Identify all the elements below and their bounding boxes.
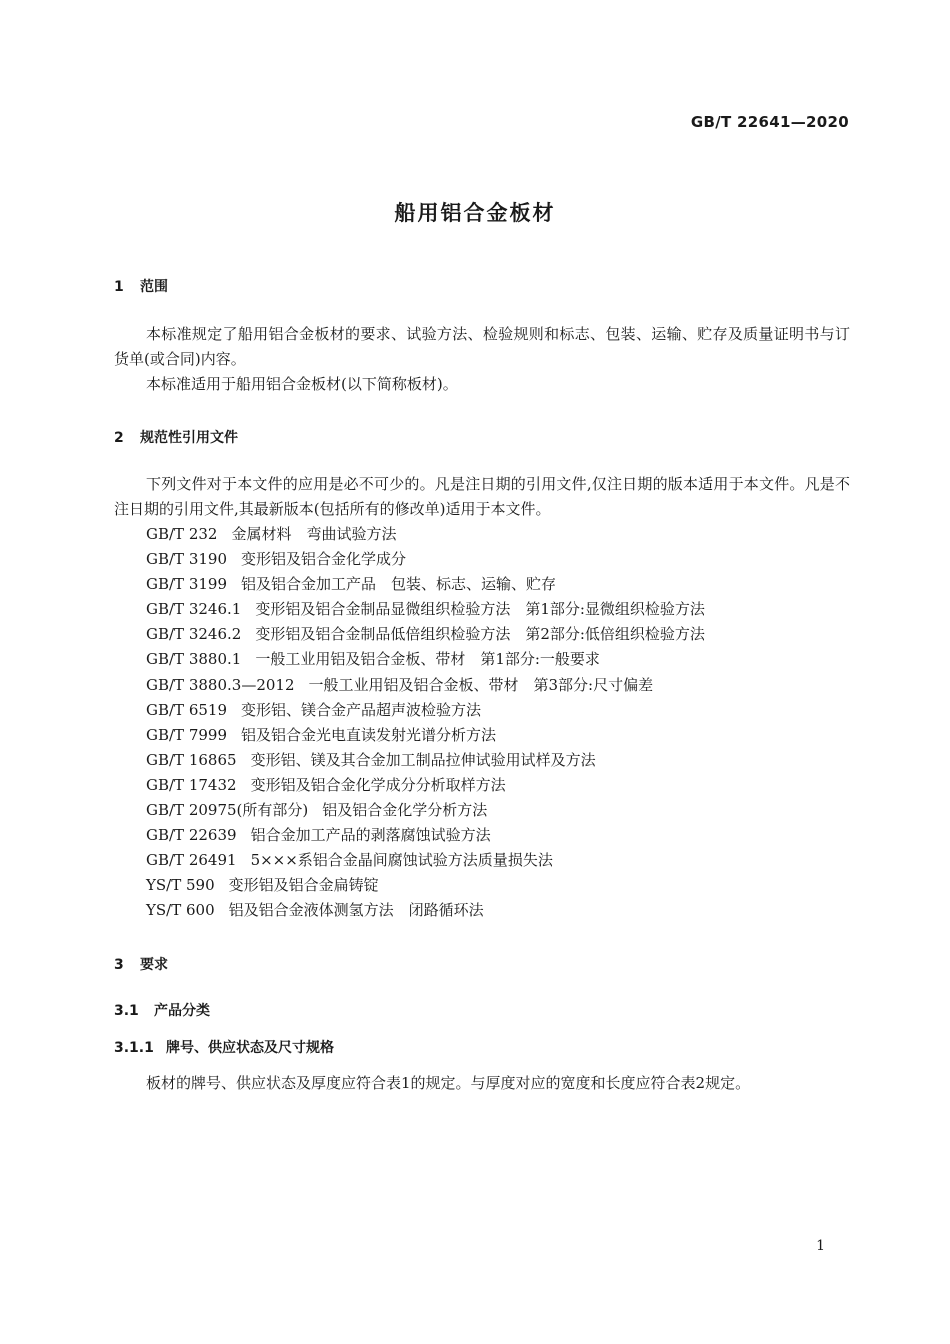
standard-code: GB/T 22641—2020: [690, 113, 849, 131]
reference-item: [146, 823, 705, 848]
section-3-1-heading: [114, 1000, 210, 1020]
reference-code: YS/T 600: [146, 901, 215, 920]
reference-title: 铝及铝合金光电直读发射光谱分析方法: [241, 725, 497, 744]
reference-item: [146, 848, 705, 873]
reference-code: GB/T 26491: [146, 851, 237, 870]
reference-title: 金属材料 弯曲试验方法: [231, 525, 397, 543]
section-title: 产品分类: [154, 1003, 210, 1019]
reference-title: 铝及铝合金液体测氢方法 闭路循环法: [228, 901, 484, 920]
section-number: 1: [114, 279, 124, 295]
reference-title: 一般工业用铝及铝合金板、带材 第3部分:尺寸偏差: [308, 675, 654, 694]
section-1-paragraph-2: 本标准适用于船用铝合金板材(以下简称板材)。: [146, 375, 458, 393]
reference-code: GB/T 16865: [146, 750, 237, 769]
reference-item: [146, 798, 705, 823]
reference-item: [146, 873, 705, 898]
reference-code: GB/T 17432: [146, 775, 237, 794]
section-title: 范围: [140, 279, 168, 295]
reference-item: [146, 622, 705, 647]
reference-item: [146, 773, 705, 798]
reference-code: GB/T 20975(所有部分): [146, 801, 309, 820]
reference-item: [146, 572, 705, 597]
document-title: 船用铝合金板材: [394, 201, 556, 225]
reference-title: 5×××系铝合金晶间腐蚀试验方法质量损失法: [250, 851, 553, 870]
reference-title: 铝合金加工产品的剥落腐蚀试验方法: [250, 826, 491, 845]
reference-code: GB/T 3246.2: [146, 625, 242, 644]
section-1-paragraph-1: 本标准规定了船用铝合金板材的要求、试验方法、检验规则和标志、包装、运输、贮存及质量证明书与订货单(或合同)内容。: [114, 325, 850, 368]
section-title: 要求: [140, 957, 168, 973]
reference-code: GB/T 6519: [146, 700, 228, 719]
section-3-heading: [114, 954, 168, 974]
reference-code: GB/T 3199: [146, 575, 228, 594]
reference-title: 一般工业用铝及铝合金板、带材 第1部分:一般要求: [255, 650, 600, 669]
reference-title: 变形铝、镁及其合金加工制品拉伸试验用试样及方法: [250, 750, 596, 769]
section-3-paragraph-1: 板材的牌号、供应状态及厚度应符合表1的规定。与厚度对应的宽度和长度应符合表2规定。: [146, 1074, 751, 1092]
reference-code: GB/T 232: [146, 525, 218, 543]
reference-title: 变形铝及铝合金化学成分: [241, 550, 407, 569]
reference-title: 变形铝、镁合金产品超声波检验方法: [241, 700, 482, 719]
reference-code: YS/T 590: [146, 876, 215, 895]
section-number: 3: [114, 957, 124, 973]
reference-item: [146, 723, 705, 748]
reference-code: GB/T 3190: [146, 550, 228, 569]
section-number: 3.1: [114, 1003, 139, 1019]
reference-item: [146, 547, 705, 572]
reference-code: GB/T 3246.1: [146, 600, 242, 619]
reference-item: [146, 898, 705, 923]
normative-references-list: [146, 522, 705, 924]
reference-item: [146, 698, 705, 723]
reference-title: 变形铝及铝合金化学成分分析取样方法: [250, 775, 506, 794]
reference-item: [146, 748, 705, 773]
section-3-1-1-heading: [114, 1037, 334, 1057]
reference-item: [146, 597, 705, 622]
reference-code: GB/T 22639: [146, 826, 237, 845]
section-2-heading: [114, 427, 238, 447]
reference-code: GB/T 3880.3—2012: [146, 675, 295, 694]
section-title: 规范性引用文件: [140, 430, 238, 446]
section-1-heading: [114, 276, 168, 296]
section-number: 2: [114, 430, 124, 446]
section-number: 3.1.1: [114, 1040, 154, 1056]
reference-code: GB/T 3880.1: [146, 650, 242, 669]
reference-title: 变形铝及铝合金制品显微组织检验方法 第1部分:显微组织检验方法: [255, 600, 705, 619]
reference-title: 铝及铝合金加工产品 包装、标志、运输、贮存: [241, 575, 557, 594]
reference-title: 变形铝及铝合金扁铸锭: [228, 876, 379, 895]
reference-title: 变形铝及铝合金制品低倍组织检验方法 第2部分:低倍组织检验方法: [255, 625, 705, 644]
reference-title: 铝及铝合金化学分析方法: [322, 801, 488, 820]
page-number: 1: [816, 1238, 825, 1254]
reference-item: [146, 673, 705, 698]
reference-item: [146, 522, 705, 547]
reference-code: GB/T 7999: [146, 725, 228, 744]
section-title: 牌号、供应状态及尺寸规格: [166, 1040, 334, 1056]
section-2-intro: 下列文件对于本文件的应用是必不可少的。凡是注日期的引用文件,仅注日期的版本适用于本文件。凡是不注日期的引用文件,其最新版本(包括所有的修改单)适用于本文件。: [114, 475, 850, 518]
reference-item: [146, 647, 705, 672]
